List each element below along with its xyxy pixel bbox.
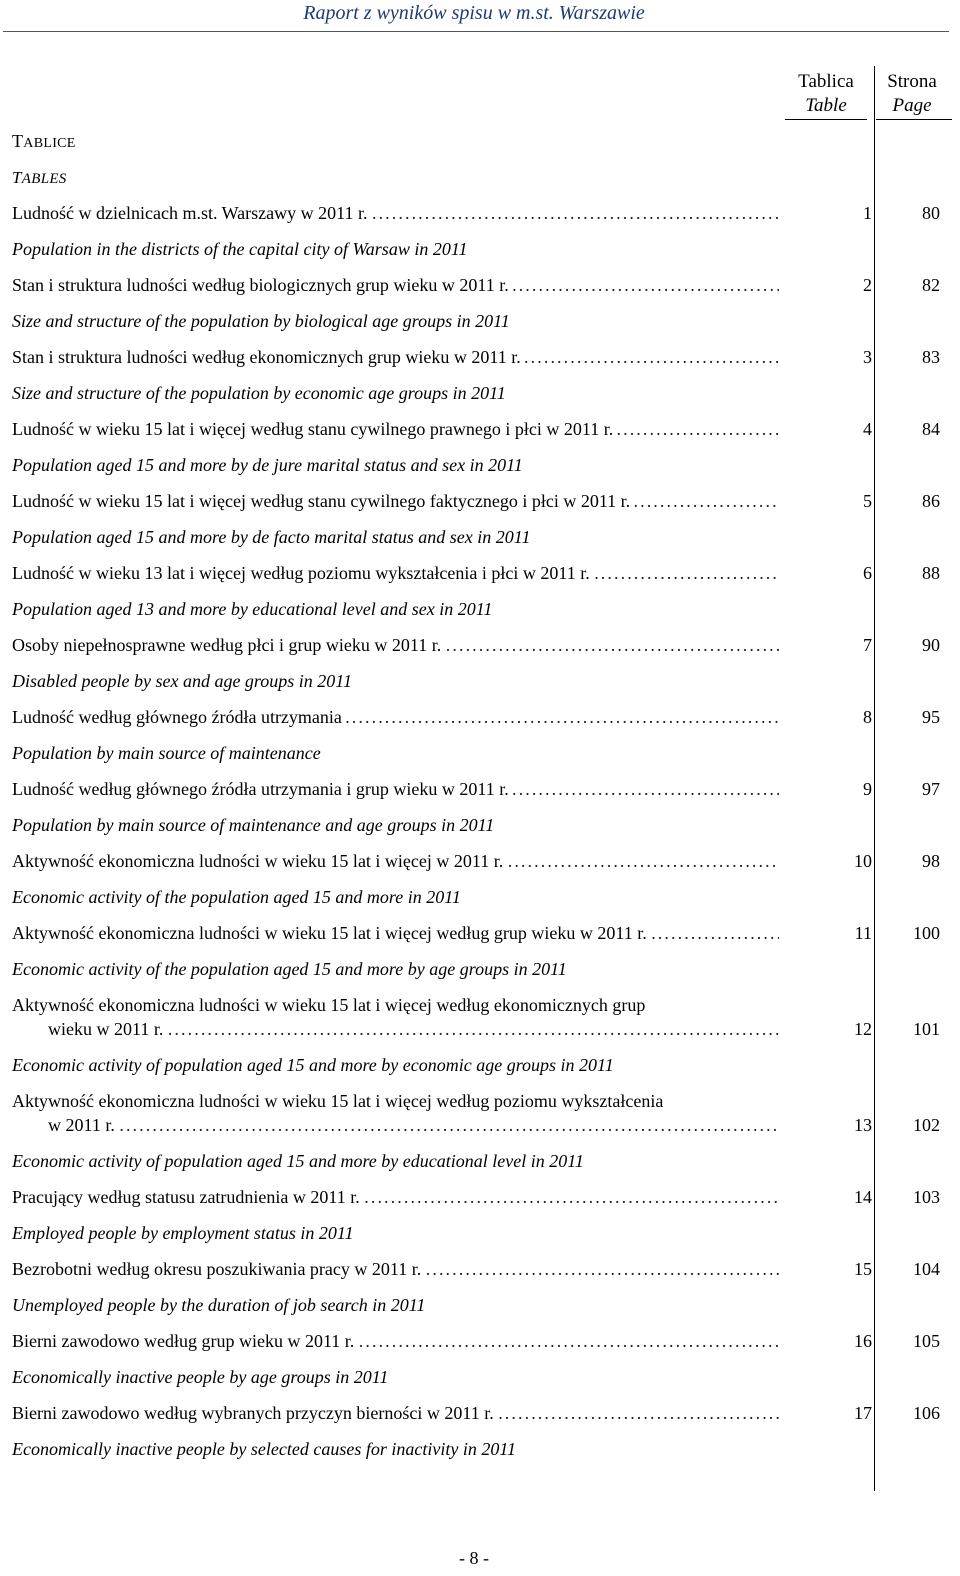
header-rule [3, 31, 949, 32]
toc-entry-title-pl: Aktywność ekonomiczna ludności w wieku 15 lat i więcej według poziomu wykształcenia [12, 1091, 664, 1111]
toc-entry-15[interactable] [12, 1257, 948, 1329]
toc-entry-page-number: 88 [922, 563, 940, 583]
section-title-en [12, 168, 67, 188]
toc-entry-page-number: 86 [922, 491, 940, 511]
toc-entry-5[interactable] [12, 489, 948, 561]
running-header-title: Raport z wyników spisu w m.st. Warszawie [303, 2, 645, 24]
toc-entry-table-number: 2 [863, 275, 872, 295]
toc-entry-3[interactable] [12, 345, 948, 417]
toc-entry-title-pl: Bierni zawodowo według wybranych przyczyn bierności w 2011 r. . . . [12, 1403, 779, 1423]
toc-entry-title-en: Economically inactive people by selected causes for inactivity in 2011 [12, 1439, 516, 1459]
toc-entry-title-en: Population by main source of maintenance [12, 743, 321, 763]
toc-entry-title-pl: Bierni zawodowo według grup wieku w 2011 r. . . . [12, 1331, 779, 1351]
section-title-pl-initial: T [12, 131, 24, 151]
toc-entry-title-en: Disabled people by sex and age groups in 2011 [12, 671, 352, 691]
toc-entry-title-en: Economic activity of the population aged 15 and more by age groups in 2011 [12, 959, 567, 979]
toc-entry-title-en: Population aged 15 and more by de jure marital status and sex in 2011 [12, 455, 523, 475]
section-title-pl-rest: ABLICE [23, 136, 76, 151]
column-header-table-en: Table [805, 95, 847, 116]
toc-entry-table-number: 10 [854, 851, 872, 871]
toc-entry-table-number: 9 [863, 779, 872, 799]
toc-entry-table-number: 1 [863, 203, 872, 223]
toc-entry-title-en: Employed people by employment status in 2011 [12, 1223, 354, 1243]
toc-entry-6[interactable] [12, 561, 948, 633]
toc-entry-page-number: 104 [913, 1259, 940, 1279]
toc-entry-title-pl: Ludność w dzielnicach m.st. Warszawy w 2011 r. . . . [12, 203, 779, 223]
toc-entry-title-pl: Aktywność ekonomiczna ludności w wieku 15 lat i więcej w 2011 r. . . . [12, 851, 779, 871]
toc-entry-table-number: 7 [863, 635, 872, 655]
section-title-en-rest: ABLES [21, 171, 67, 187]
toc-entry-title-pl: Ludność według głównego źródła utrzymania i grup wieku w 2011 r. . . . [12, 779, 779, 799]
toc-entry-title-en: Economic activity of population aged 15 and more by economic age groups in 2011 [12, 1055, 614, 1075]
section-title-en-initial: T [12, 168, 22, 187]
toc-entry-title-en: Population aged 15 and more by de facto marital status and sex in 2011 [12, 527, 531, 547]
column-header-table-rule [785, 119, 867, 120]
toc-entry-4[interactable] [12, 417, 948, 489]
toc-entry-page-number: 84 [922, 419, 940, 439]
toc-entry-title-pl: Stan i struktura ludności według ekonomicznych grup wieku w 2011 r. . . . [12, 347, 779, 367]
toc-entry-page-number: 97 [922, 779, 940, 799]
toc-entry-page-number: 101 [913, 1019, 940, 1039]
toc-entry-2[interactable] [12, 273, 948, 345]
toc-entry-page-number: 105 [913, 1331, 940, 1351]
toc-entry-10[interactable] [12, 849, 948, 921]
toc-entry-table-number: 15 [854, 1259, 872, 1279]
toc-entry-page-number: 95 [922, 707, 940, 727]
toc-entry-title-pl: Pracujący według statusu zatrudnienia w 2011 r. . . . [12, 1187, 779, 1207]
toc-entry-9[interactable] [12, 777, 948, 849]
toc-entry-title-en: Population aged 13 and more by educational level and sex in 2011 [12, 599, 493, 619]
toc-entry-title-pl: Ludność w wieku 13 lat i więcej według poziomu wykształcenia i płci w 2011 r. . . . [12, 563, 779, 583]
column-header-table-pl: Tablica [798, 71, 854, 92]
toc-entry-title-en: Size and structure of the population by economic age groups in 2011 [12, 383, 506, 403]
toc-entry-1[interactable] [12, 201, 948, 273]
toc-entry-table-number: 5 [863, 491, 872, 511]
toc-entry-table-number: 17 [854, 1403, 872, 1423]
toc-entry-12[interactable] [12, 993, 948, 1089]
toc-entry-title-en: Economic activity of population aged 15 and more by educational level in 2011 [12, 1151, 584, 1171]
toc-entry-page-number: 100 [913, 923, 940, 943]
toc-entry-table-number: 4 [863, 419, 872, 439]
toc-entry-title-pl-continued: w 2011 r. . . . [48, 1115, 779, 1135]
toc-entry-table-number: 13 [854, 1115, 872, 1135]
toc-entry-title-en: Economic activity of the population aged 15 and more in 2011 [12, 887, 461, 907]
toc-entry-title-en: Economically inactive people by age groups in 2011 [12, 1367, 389, 1387]
toc-entry-table-number: 16 [854, 1331, 872, 1351]
toc-entry-14[interactable] [12, 1185, 948, 1257]
toc-entry-title-pl: Aktywność ekonomiczna ludności w wieku 15 lat i więcej według grup wieku w 2011 r. . . . [12, 923, 779, 943]
section-title-pl [12, 131, 76, 152]
toc-entry-table-number: 11 [854, 923, 872, 943]
toc-entry-13[interactable] [12, 1089, 948, 1185]
toc-entry-title-pl: Osoby niepełnosprawne według płci i grup wieku w 2011 r. . . . [12, 635, 779, 655]
toc-entry-page-number: 103 [913, 1187, 940, 1207]
column-header-page-rule [876, 119, 952, 120]
toc-entry-table-number: 8 [863, 707, 872, 727]
toc-entry-page-number: 98 [922, 851, 940, 871]
toc-entry-7[interactable] [12, 633, 948, 705]
toc-entry-table-number: 6 [863, 563, 872, 583]
toc-entry-page-number: 83 [922, 347, 940, 367]
toc-entry-title-pl-continued: wieku w 2011 r. . . . [48, 1019, 779, 1039]
toc-entry-title-pl: Ludność w wieku 15 lat i więcej według stanu cywilnego prawnego i płci w 2011 r. . . . [12, 419, 779, 439]
column-header-page-pl: Strona [887, 71, 937, 92]
toc-entry-8[interactable] [12, 705, 948, 777]
toc-entry-title-pl: Ludność w wieku 15 lat i więcej według stanu cywilnego faktycznego i płci w 2011 r. . . . [12, 491, 779, 511]
toc-entry-table-number: 14 [854, 1187, 872, 1207]
column-header-page [876, 70, 948, 118]
page-number: - 8 - [459, 1548, 489, 1568]
toc-entry-title-pl: Ludność według głównego źródła utrzymania . . . [12, 707, 779, 727]
column-header-table [785, 70, 867, 118]
toc-entry-table-number: 12 [854, 1019, 872, 1039]
column-header-page-en: Page [892, 95, 932, 116]
toc-entry-16[interactable] [12, 1329, 948, 1401]
toc-entry-title-en: Unemployed people by the duration of job search in 2011 [12, 1295, 426, 1315]
toc-entry-page-number: 82 [922, 275, 940, 295]
toc-entry-page-number: 80 [922, 203, 940, 223]
toc-entry-title-pl: Stan i struktura ludności według biologicznych grup wieku w 2011 r. . . . [12, 275, 779, 295]
toc-entry-17[interactable] [12, 1401, 948, 1473]
toc-entry-title-pl: Aktywność ekonomiczna ludności w wieku 15 lat i więcej według ekonomicznych grup [12, 995, 646, 1015]
toc-entry-title-pl: Bezrobotni według okresu poszukiwania pracy w 2011 r. . . . [12, 1259, 779, 1279]
toc-entry-page-number: 106 [913, 1403, 940, 1423]
toc-entry-page-number: 90 [922, 635, 940, 655]
toc-entry-table-number: 3 [863, 347, 872, 367]
toc-entry-title-en: Population by main source of maintenance and age groups in 2011 [12, 815, 495, 835]
toc-entry-title-en: Size and structure of the population by biological age groups in 2011 [12, 311, 510, 331]
toc-entry-page-number: 102 [913, 1115, 940, 1135]
toc-entry-title-en: Population in the districts of the capital city of Warsaw in 2011 [12, 239, 468, 259]
table-of-contents-list [12, 201, 948, 1473]
toc-entry-11[interactable] [12, 921, 948, 993]
